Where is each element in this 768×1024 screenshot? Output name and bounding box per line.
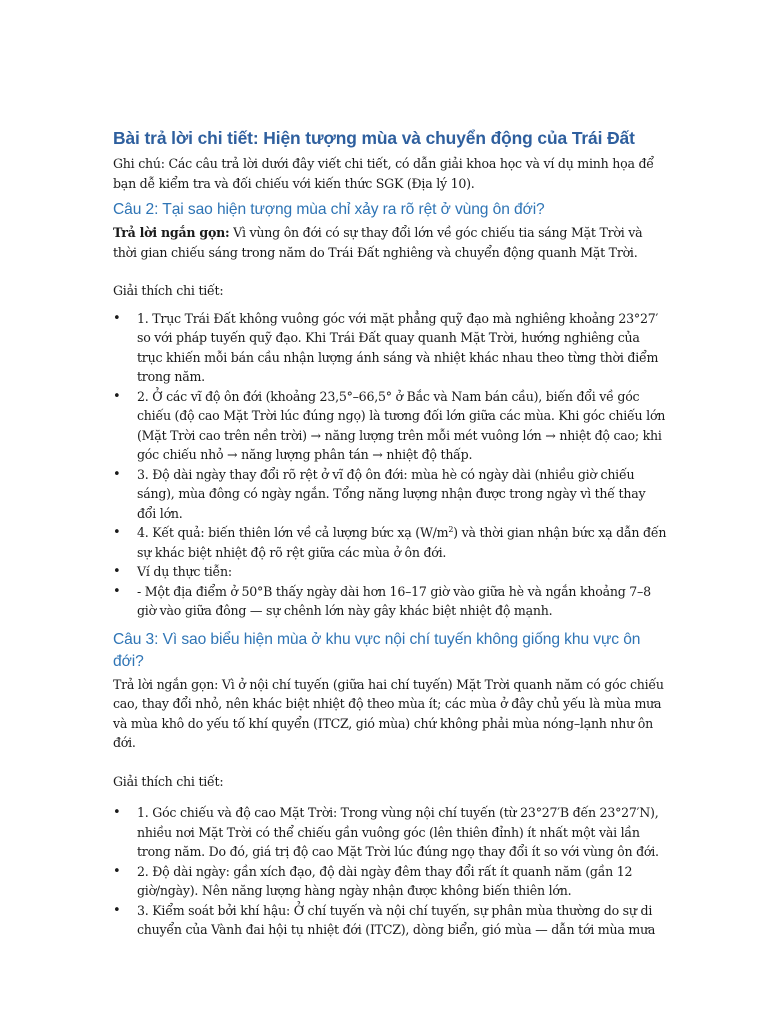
q3-heading: Câu 3: Vì sao biểu hiện mùa ở khu vực nội chí tuyến không giống khu vực ôn đới? [113,630,641,670]
list-item: • 4. Kết quả: biến thiên lớn về cả lượng bức xạ $(W/m^2)$ và thời gian nhận bức xạ dẫn đến sự khác biệt nhiệt độ rõ rệt giữa các mùa ở ôn đới. [113,524,667,560]
list-item: • 1. Góc chiếu và độ cao Mặt Trời: Trong vùng nội chí tuyến (từ 23°27′B đến 23°27′N), nhiều nơi Mặt Trời có thể chiếu gần vuông góc (lên thiên đỉnh) ít nhất một vài lần trong năm. Do đó, giá trị độ cao Mặt Trời lúc đúng ngọ thay đổi ít so với vùng ôn đới. [113,805,659,859]
note-paragraph: Ghi chú: Các câu trả lời dưới đây viết chi tiết, có dẫn giải khoa học và ví dụ minh họa để bạn dễ kiểm tra và đối chiếu với kiến thức SGK (Địa lý 10). [113,156,654,191]
q2-short-label: Trả lời ngắn gọn: [113,225,230,240]
bullet-icon: • [113,805,121,820]
bullet-icon: • [113,466,121,482]
list-item: • 1. Trục Trái Đất không vuông góc với mặt phẳng quỹ đạo mà nghiêng khoảng 23°27′ so với pháp tuyến quỹ đạo. Khi Trái Đất quay quanh Mặt Trời, hướng nghiêng của trục khiến mỗi bán cầu nhận lượng ánh sáng và nhiệt khác nhau theo từng thời điểm trong năm. [113,310,659,384]
bullet-icon: • [113,564,121,579]
q2-bullet-list [113,309,668,621]
bullet-icon: • [113,310,121,326]
list-item: • 2. Độ dài ngày: gần xích đạo, độ dài ngày đêm thay đổi rất ít quanh năm (gần 12 giờ/ngày). Nên năng lượng hàng ngày nhận được không biến thiên lớn. [113,863,633,898]
bullet-icon: • [113,583,121,599]
bullet-icon: • [113,388,121,404]
list-item: • 2. Ở các vĩ độ ôn đới (khoảng 23,5°–66,5° ở Bắc và Nam bán cầu), biến đổi về góc chiếu (độ cao Mặt Trời lúc đúng ngọ) là tương đối lớn giữa các mùa. Khi góc chiếu lớn (Mặt Trời cao trên nền trời) → năng lượng trên mỗi mét vuông lớn → nhiệt độ cao; khi góc chiếu nhỏ → năng lượng phân tán → nhiệt độ thấp. [113,388,666,462]
bullet-icon: • [113,863,121,879]
bullet-icon: • [113,525,121,540]
list-item: • Ví dụ thực tiễn: [113,562,668,582]
q2-short-text: Vì vùng ôn đới có sự thay đổi lớn về góc chiếu tia sáng Mặt Trời và thời gian chiếu sáng trong năm do Trái Đất nghiêng và chuyển động quanh Mặt Trời. [113,225,643,260]
q2-short-answer [113,223,668,262]
q3-bullet-list [113,803,668,940]
document-title: Bài trả lời chi tiết: Hiện tượng mùa và chuyển động của Trái Đất [113,128,635,148]
q2-heading: Câu 2: Tại sao hiện tượng mùa chỉ xảy ra rõ rệt ở vùng ôn đới? [113,201,545,218]
bullet-icon: • [113,902,121,918]
list-item: • 3. Kiểm soát bởi khí hậu: Ở chí tuyến và nội chí tuyến, sự phân mùa thường do sự di chuyển của Vành đai hội tụ nhiệt đới (ITCZ), dòng biển, gió mùa — dẫn tới mùa mưa [113,902,656,937]
q3-detail-label: Giải thích chi tiết: [113,773,224,789]
list-item: • 3. Độ dài ngày thay đổi rõ rệt ở vĩ độ ôn đới: mùa hè có ngày dài (nhiều giờ chiếu sáng), mùa đông có ngày ngắn. Tổng năng lượng nhận được trong ngày vì thế thay đổi lớn. [113,466,646,521]
q2-detail-label: Giải thích chi tiết: [113,283,224,298]
q3-short-answer: Trả lời ngắn gọn: Vì ở nội chí tuyến (giữa hai chí tuyến) Mặt Trời quanh năm có góc chiếu cao, thay đổi nhỏ, nên khác biệt nhiệt độ theo mùa ít; các mùa ở đây chủ yếu là mùa mưa và mùa khô do yếu tố khí quyển (ITCZ, gió mùa) chứ không phải mùa nóng–lạnh như ôn đới. [113,676,664,750]
list-item: • - Một địa điểm ở 50°B thấy ngày dài hơn 16–17 giờ vào giữa hè và ngắn khoảng 7–8 giờ vào giữa đông — sự chênh lớn này gây khác biệt nhiệt độ mạnh. [113,583,651,618]
